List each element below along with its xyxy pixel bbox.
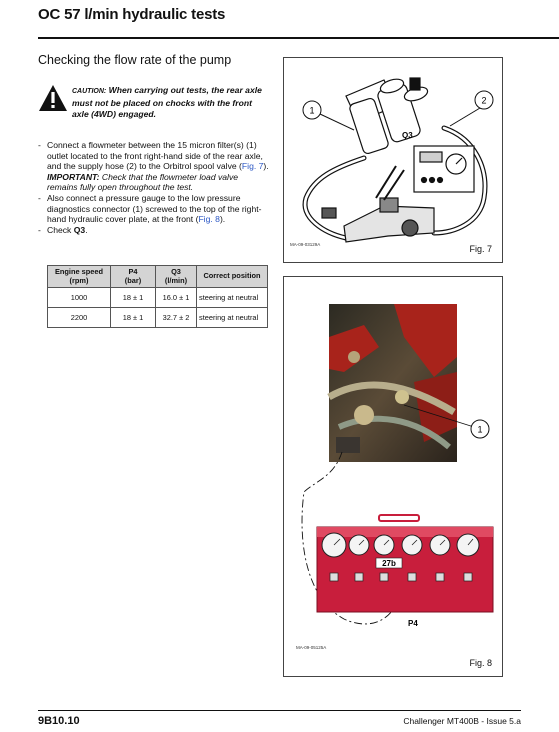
fig8-code: MA-09-05125A [296,645,327,650]
table-header-row [48,266,268,288]
document-issue: Challenger MT400B - Issue 5.a [403,716,521,726]
section-title: Checking the flow rate of the pump [38,53,232,67]
caution-text: When carrying out tests, the rear axle must not be placed on chocks with the front axle (4WD) engaged. [72,85,262,119]
table-cell: 18 ± 1 [111,308,156,328]
step-check-q3: - Check Q3. [38,225,270,236]
figure-8 [283,276,503,677]
gauge-panel [317,515,493,612]
table-cell: steering at neutral [197,308,268,328]
col-header-p4: P4 (bar) [111,266,156,288]
spec-table [47,265,268,328]
callout-2-label: 2 [481,95,487,106]
caution-word: CAUTION: [72,88,107,95]
caution-note [38,85,270,121]
table-cell: 18 ± 1 [111,288,156,308]
p4-label: P4 [408,619,418,628]
header-rule [38,37,559,39]
table-row [48,288,268,308]
procedure-steps [38,140,270,235]
warning-icon [38,84,68,112]
table-cell: 2200 [48,308,111,328]
callout-1-label: 1 [477,424,483,435]
col-header-engine-speed: Engine speed (rpm) [48,266,111,288]
flowmeter-drawing [284,58,502,262]
table-cell: steering at neutral [197,288,268,308]
col-header-q3: Q3 (l/min) [156,266,197,288]
footer-rule [38,710,521,711]
q3-label: Q3 [402,131,413,140]
col-header-correct-position: Correct position [197,266,268,288]
engine-photo [329,304,457,462]
fig7-caption: Fig. 7 [469,244,492,254]
step-connect-flowmeter: - Connect a flowmeter between the 15 micron filter(s) (1) outlet located to the front right-hand side of the rear axle, and the supply hose (2) to the Orbitrol spool valve (Fig. 7). [38,140,270,172]
gauge-panel-drawing [284,277,502,676]
fig7-reference-link[interactable]: Fig. 7 [241,161,264,172]
table-cell: 32.7 ± 2 [156,308,197,328]
page-number: 9B10.10 [38,715,80,727]
step-connect-gauge: - Also connect a pressure gauge to the low pressure diagnostics connector (1) screwed to the top of the right-hand hydraulic cover plate, at the front (Fig. 8). [38,193,270,225]
page-title: OC 57 l/min hydraulic tests [38,6,226,23]
table-row [48,308,268,328]
fig8-caption: Fig. 8 [469,658,492,668]
table-cell: 16.0 ± 1 [156,288,197,308]
figure-7 [283,57,503,263]
fig7-code: MA-09-03129A [290,242,321,247]
table-cell: 1000 [48,288,111,308]
fig8-reference-link[interactable]: Fig. 8 [198,214,220,225]
callout-1-label: 1 [309,105,315,116]
important-note: IMPORTANT: Check that the flowmeter load valve remains fully open throughout the test. [47,171,239,193]
gauge-27b-label: 27b [382,559,396,568]
